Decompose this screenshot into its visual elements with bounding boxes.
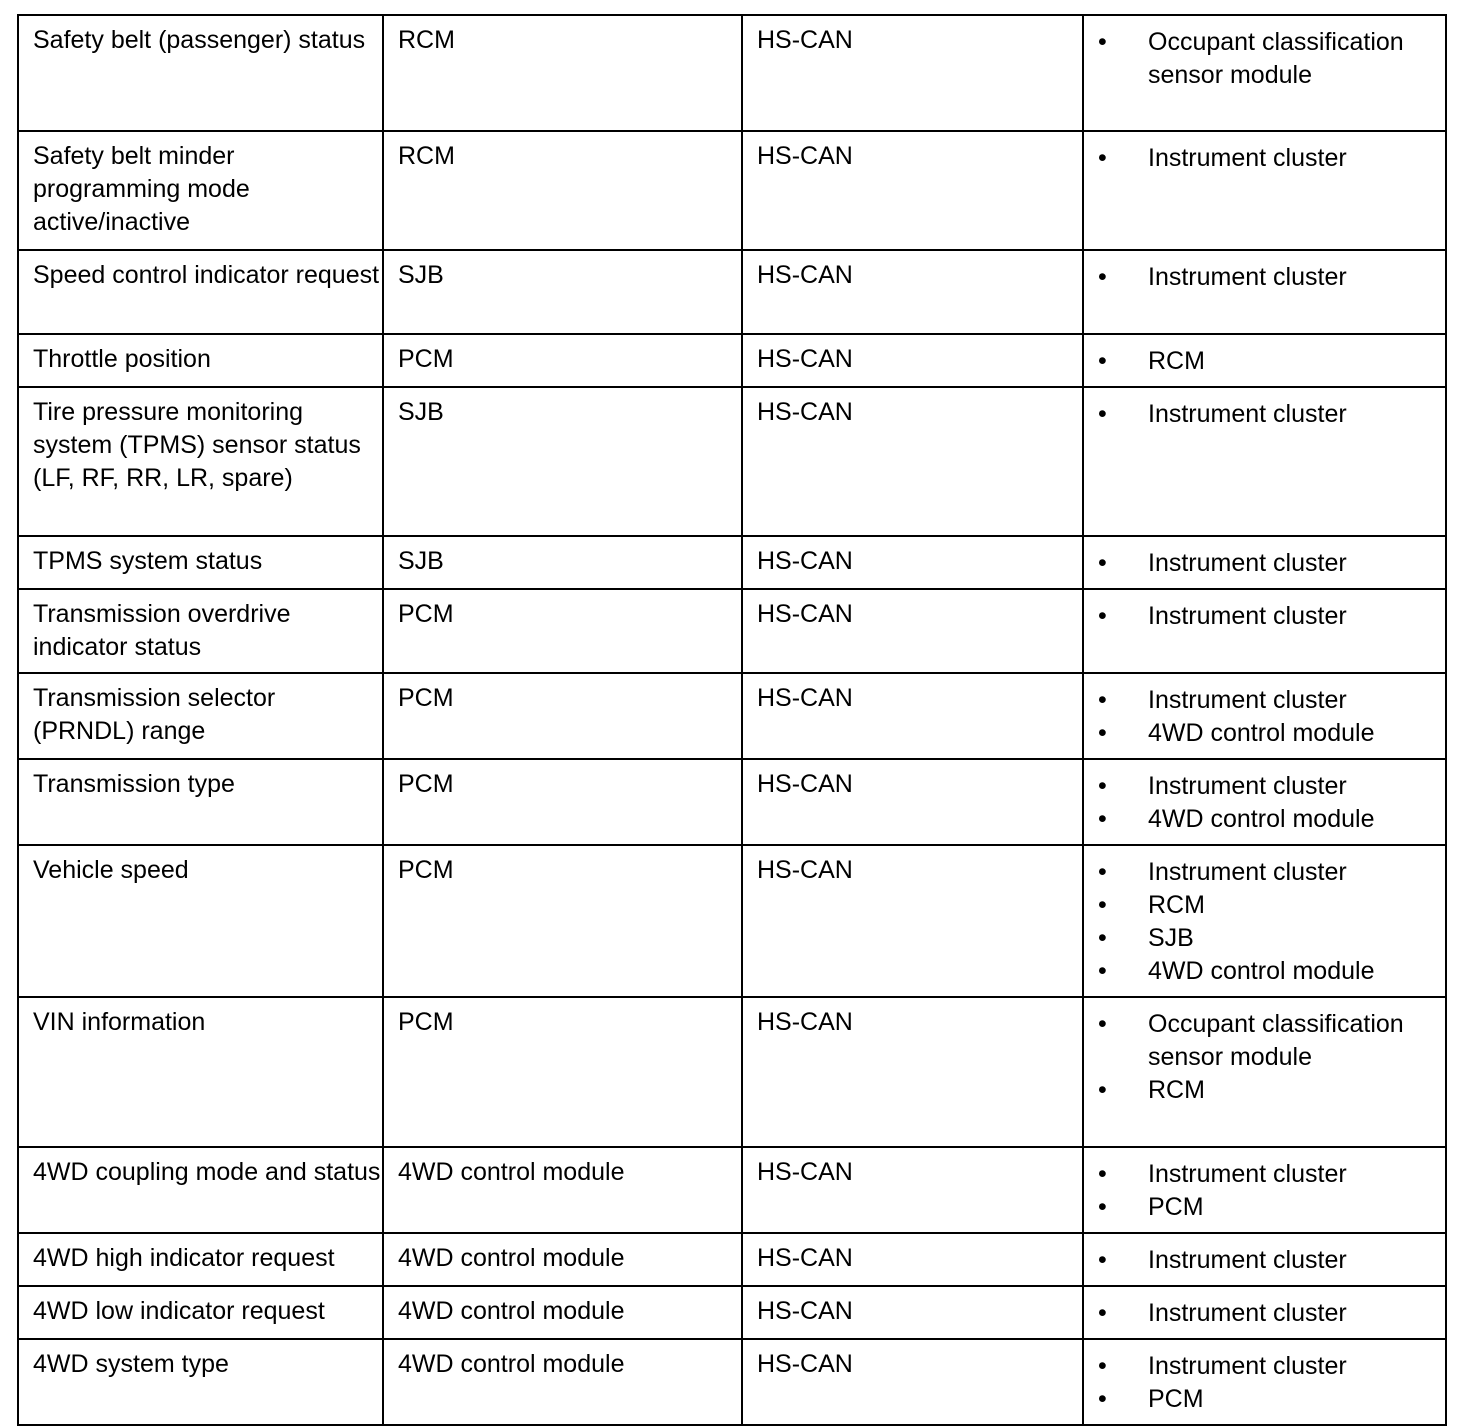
receiver-list xyxy=(1098,261,1445,294)
network-cell: HS-CAN xyxy=(742,387,1083,536)
receiver-list xyxy=(1098,1158,1445,1224)
originator-cell: PCM xyxy=(383,845,742,997)
signal-cell: Transmission selector (PRNDL) range xyxy=(18,673,383,759)
table-row xyxy=(18,1286,1446,1339)
receiver-item: • Instrument cluster xyxy=(1098,600,1445,633)
receivers-cell xyxy=(1083,15,1446,131)
receiver-item: • Instrument cluster xyxy=(1098,1244,1445,1277)
originator-cell: RCM xyxy=(383,131,742,250)
receiver-item: • Instrument cluster xyxy=(1098,770,1445,803)
receiver-item: • Instrument cluster xyxy=(1098,1297,1445,1330)
originator-cell: PCM xyxy=(383,997,742,1147)
originator-cell: 4WD control module xyxy=(383,1233,742,1286)
signal-cell: Safety belt minder programming mode active/inactive xyxy=(18,131,383,250)
receivers-cell xyxy=(1083,759,1446,845)
receiver-item: • PCM xyxy=(1098,1191,1445,1224)
receiver-list xyxy=(1098,684,1445,750)
signal-cell: 4WD high indicator request xyxy=(18,1233,383,1286)
network-message-table xyxy=(17,14,1447,1426)
receiver-item: • Instrument cluster xyxy=(1098,856,1445,889)
table-row xyxy=(18,997,1446,1147)
receiver-item: • Instrument cluster xyxy=(1098,1158,1445,1191)
network-cell: HS-CAN xyxy=(742,997,1083,1147)
receiver-list xyxy=(1098,1297,1445,1330)
receiver-list xyxy=(1098,142,1445,175)
receiver-list xyxy=(1098,770,1445,836)
signal-cell: 4WD system type xyxy=(18,1339,383,1425)
network-cell: HS-CAN xyxy=(742,845,1083,997)
table-row xyxy=(18,250,1446,334)
receivers-cell xyxy=(1083,131,1446,250)
table-row xyxy=(18,589,1446,673)
receivers-cell xyxy=(1083,1286,1446,1339)
table-row xyxy=(18,673,1446,759)
receiver-item: • SJB xyxy=(1098,922,1445,955)
receiver-list xyxy=(1098,345,1445,378)
receiver-item: • Instrument cluster xyxy=(1098,1350,1445,1383)
receiver-item: • 4WD control module xyxy=(1098,717,1445,750)
network-cell: HS-CAN xyxy=(742,1147,1083,1233)
network-cell: HS-CAN xyxy=(742,589,1083,673)
signal-cell: TPMS system status xyxy=(18,536,383,589)
receiver-list xyxy=(1098,856,1445,988)
network-cell: HS-CAN xyxy=(742,131,1083,250)
receiver-item: • Instrument cluster xyxy=(1098,398,1445,431)
receivers-cell xyxy=(1083,536,1446,589)
receiver-item: • Instrument cluster xyxy=(1098,684,1445,717)
table-row xyxy=(18,1147,1446,1233)
receivers-cell xyxy=(1083,673,1446,759)
originator-cell: SJB xyxy=(383,536,742,589)
receivers-cell xyxy=(1083,1339,1446,1425)
signal-cell: Transmission type xyxy=(18,759,383,845)
receiver-list xyxy=(1098,1244,1445,1277)
receiver-item: • Instrument cluster xyxy=(1098,547,1445,580)
network-cell: HS-CAN xyxy=(742,536,1083,589)
receivers-cell xyxy=(1083,589,1446,673)
receiver-item: • Occupant classification sensor module xyxy=(1098,26,1445,92)
receiver-item: • RCM xyxy=(1098,1074,1445,1107)
receiver-item: • RCM xyxy=(1098,345,1445,378)
network-cell: HS-CAN xyxy=(742,673,1083,759)
originator-cell: 4WD control module xyxy=(383,1147,742,1233)
table-row xyxy=(18,1233,1446,1286)
network-cell: HS-CAN xyxy=(742,15,1083,131)
signal-cell: Tire pressure monitoring system (TPMS) sensor status (LF, RF, RR, LR, spare) xyxy=(18,387,383,536)
receivers-cell xyxy=(1083,845,1446,997)
originator-cell: PCM xyxy=(383,334,742,387)
receiver-item: • Occupant classification sensor module xyxy=(1098,1008,1445,1074)
originator-cell: 4WD control module xyxy=(383,1286,742,1339)
receiver-item: • RCM xyxy=(1098,889,1445,922)
receiver-list xyxy=(1098,26,1445,92)
signal-cell: Speed control indicator request xyxy=(18,250,383,334)
receivers-cell xyxy=(1083,1147,1446,1233)
receiver-list xyxy=(1098,1350,1445,1416)
table-body xyxy=(18,15,1446,1425)
table-row xyxy=(18,15,1446,131)
network-cell: HS-CAN xyxy=(742,1286,1083,1339)
originator-cell: PCM xyxy=(383,673,742,759)
network-cell: HS-CAN xyxy=(742,759,1083,845)
signal-cell: VIN information xyxy=(18,997,383,1147)
table-row xyxy=(18,387,1446,536)
signal-cell: 4WD low indicator request xyxy=(18,1286,383,1339)
receiver-item: • Instrument cluster xyxy=(1098,142,1445,175)
signal-cell: Vehicle speed xyxy=(18,845,383,997)
receiver-item: • PCM xyxy=(1098,1383,1445,1416)
receivers-cell xyxy=(1083,250,1446,334)
receiver-item: • 4WD control module xyxy=(1098,803,1445,836)
receivers-cell xyxy=(1083,997,1446,1147)
signal-cell: Transmission overdrive indicator status xyxy=(18,589,383,673)
table-row xyxy=(18,759,1446,845)
receiver-list xyxy=(1098,1008,1445,1107)
receiver-list xyxy=(1098,547,1445,580)
receiver-list xyxy=(1098,398,1445,431)
table-row xyxy=(18,334,1446,387)
signal-cell: Safety belt (passenger) status xyxy=(18,15,383,131)
originator-cell: PCM xyxy=(383,589,742,673)
receiver-list xyxy=(1098,600,1445,633)
table-row xyxy=(18,536,1446,589)
receivers-cell xyxy=(1083,387,1446,536)
network-cell: HS-CAN xyxy=(742,1339,1083,1425)
originator-cell: PCM xyxy=(383,759,742,845)
network-cell: HS-CAN xyxy=(742,1233,1083,1286)
receiver-item: • Instrument cluster xyxy=(1098,261,1445,294)
receiver-item: • 4WD control module xyxy=(1098,955,1445,988)
signal-cell: 4WD coupling mode and status xyxy=(18,1147,383,1233)
table-row xyxy=(18,845,1446,997)
receivers-cell xyxy=(1083,334,1446,387)
table-row xyxy=(18,1339,1446,1425)
originator-cell: RCM xyxy=(383,15,742,131)
network-cell: HS-CAN xyxy=(742,250,1083,334)
signal-cell: Throttle position xyxy=(18,334,383,387)
originator-cell: 4WD control module xyxy=(383,1339,742,1425)
originator-cell: SJB xyxy=(383,250,742,334)
table-row xyxy=(18,131,1446,250)
network-cell: HS-CAN xyxy=(742,334,1083,387)
originator-cell: SJB xyxy=(383,387,742,536)
receivers-cell xyxy=(1083,1233,1446,1286)
